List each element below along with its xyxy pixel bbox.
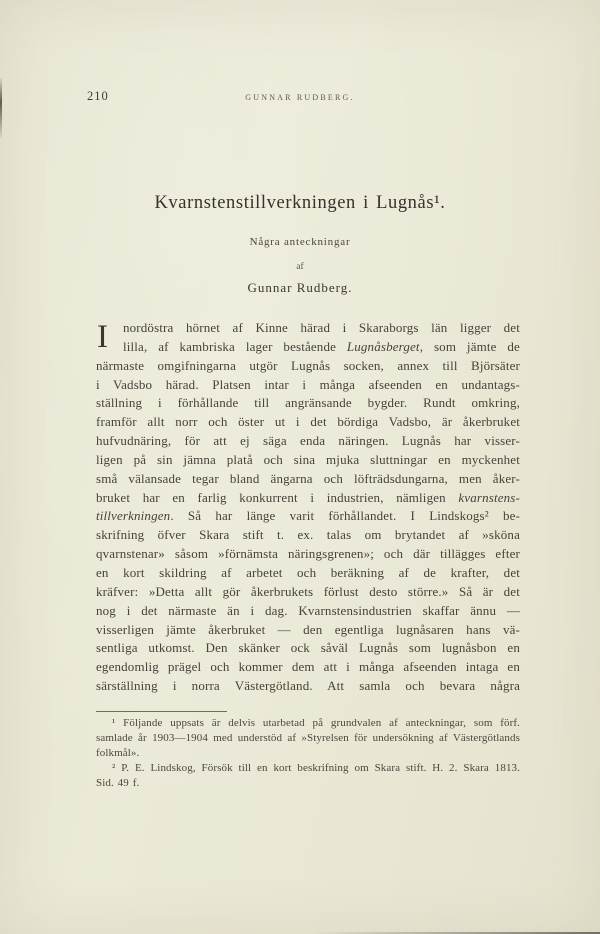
body-line: hufvudnäring, för att ej säga enda näringen. Lugnås har visser- [96,433,520,449]
running-head [0,88,600,106]
body-line: kräfver: »Detta allt gör åkerbrukets förlust desto större.» Så är det [96,583,520,599]
byline-prefix: af [296,262,304,272]
article-title: Kvarnstenstillverkningen i Lugnås¹. [154,193,446,213]
footnote-line: Sid. 49 f. [96,777,140,789]
body-line: särställning i norra Västergötland. Att samla och bevara några [96,678,520,694]
body-line: tillverkningen. Så har länge varit förhållandet. I Lindskogs² be- [96,508,520,524]
body-text [96,319,520,696]
running-header-title: GUNNAR RUDBERG. [245,93,355,102]
body-line: skrifning öfver Skara stift t. ex. talas om brytandet af »sköna [96,527,520,543]
page-number: 210 [87,89,109,103]
body-line: små välansade tegar bland ängarna och löfträdsdungarna, men åker- [96,470,520,486]
footnote [96,716,520,761]
body-line: sentliga utkomst. Den skänker ock såväl Lugnås som lugnåsbon en [96,640,520,656]
footnote-separator-rule [96,711,227,712]
drop-cap-initial: I [97,319,109,355]
body-line: i Vadsbo härad. Platsen intar i många afseenden en undantags- [96,376,520,392]
body-line: ställning i förhållande till angränsande bygder. Rundt omkring, [96,395,520,411]
footnote-line: ¹ Följande uppsats är delvis utarbetad på grundvalen af anteckningar, som förf. [112,717,520,729]
scan-edge-artifact-left [0,78,2,138]
body-line: en kort skildring af arbetet och beräkning af de krafter, det [96,564,520,580]
body-line: framför allt norr och öster ut i det bördiga Vadsbo, är åkerbruket [96,414,520,430]
body-line: nordöstra hörnet af Kinne härad i Skaraborgs län ligger det [123,320,520,335]
body-line: egendomlig prägel och kommer dem att i många afseenden intaga en [96,659,520,675]
body-line: nog i det närmaste än i dag. Kvarnstensindustrien skaffar ännu — [96,602,520,618]
body-line: ligen på sin jämna platå och sina mjuka sluttningar en myckenhet [96,451,520,467]
footnotes [96,716,520,791]
author-name: Gunnar Rudberg. [247,280,353,295]
body-line: lilla, af kambriska lager bestående Lugnåsberget, som jämte de [123,338,520,354]
body-line: visserligen jämte åkerbruket — den egentliga lugnåsaren hans vä- [96,621,520,637]
footnote [96,761,520,791]
body-lines [96,319,520,696]
footnote-line: ² P. E. Lindskog, Försök till en kort beskrifning om Skara stift. H. 2. Skara 1813. [112,762,520,774]
body-line: närmaste omgifningarna utgör Lugnås socken, annex till Björsäter [96,357,520,373]
footnote-line: folkmål». [96,747,140,759]
body-line: qvarnstenar» såsom »förnämsta näringsgrenen»; och där tillägges efter [96,546,520,562]
body-line: bruket har en farlig konkurrent i industrien, nämligen kvarnstens- [96,489,520,505]
footnote-line: samlade år 1903—1904 med understöd af »Styrelsen för undersökning af Västergötlands [96,732,520,744]
article-subtitle: Några anteckningar [249,236,351,248]
